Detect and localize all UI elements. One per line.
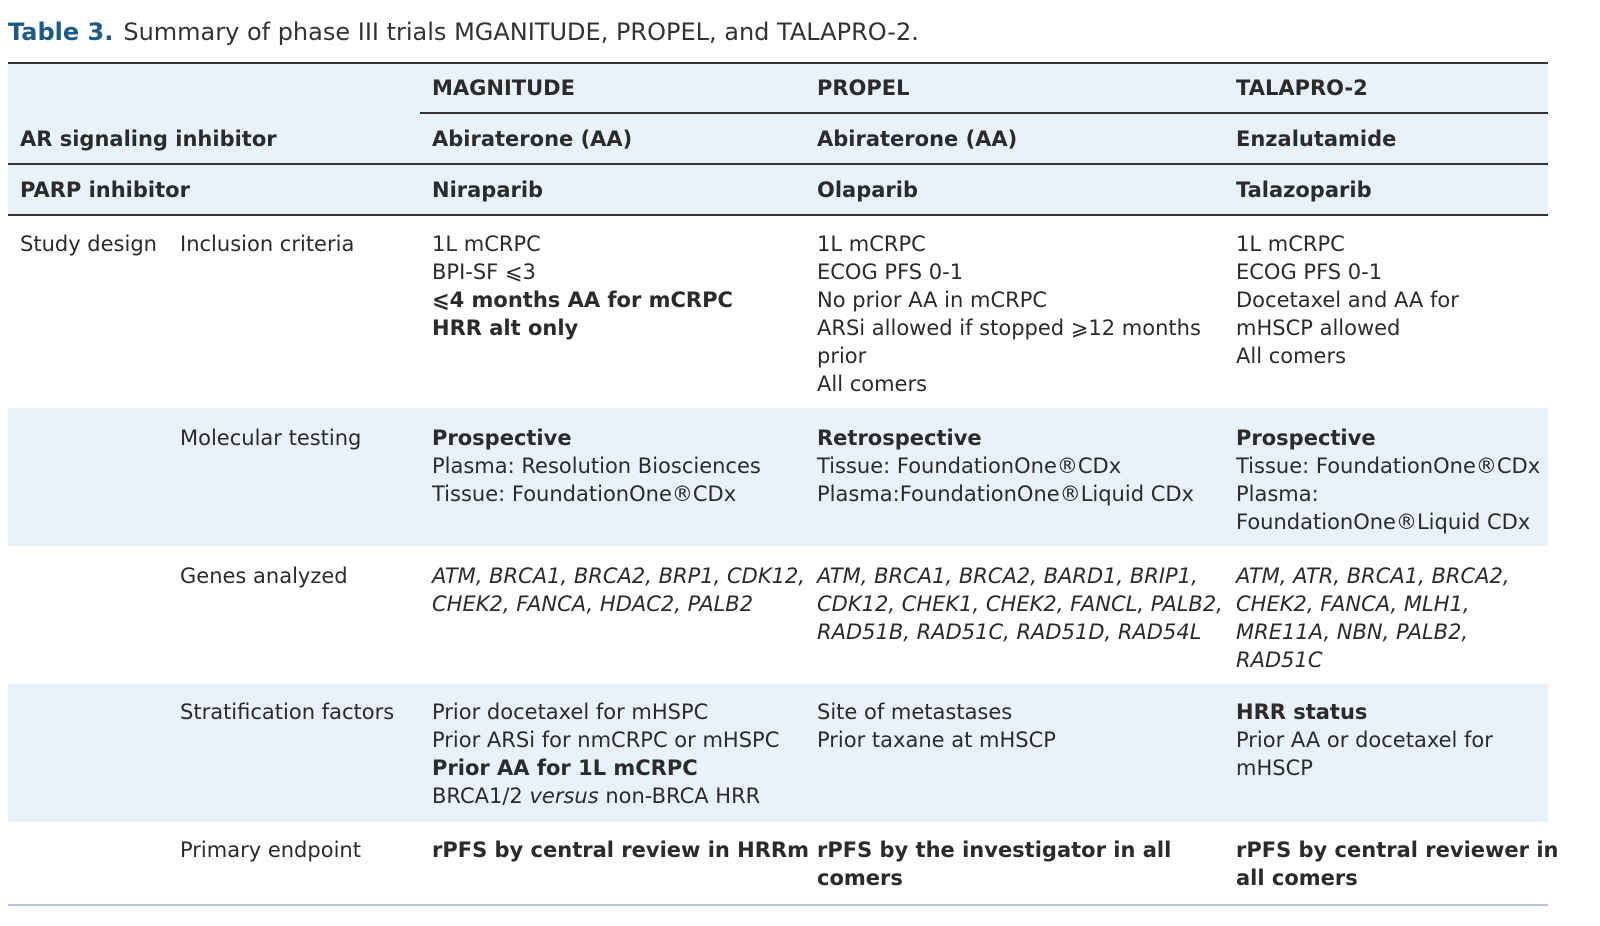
study-design-label: Study design	[20, 232, 157, 256]
molecular-magnitude-line: Plasma: Resolution Biosciences	[432, 454, 761, 478]
endpoint-magnitude	[432, 836, 809, 864]
stratification-talapro-line: mHSCP	[1236, 756, 1313, 780]
molecular-testing-label: Molecular testing	[180, 426, 362, 450]
inclusion-talapro-line: ECOG PFS 0-1	[1236, 260, 1383, 284]
table-row-stratification	[8, 684, 1548, 822]
header-trial-talapro: TALAPRO-2	[1236, 76, 1368, 100]
genes-talapro-line: MRE11A, NBN, PALB2,	[1236, 620, 1469, 644]
endpoint-talapro-line: all comers	[1236, 866, 1358, 890]
molecular-talapro-line: FoundationOne®Liquid CDx	[1236, 510, 1531, 534]
inclusion-propel	[817, 230, 1201, 398]
molecular-talapro-line: Prospective	[1236, 426, 1376, 450]
brca-text: BRCA1/2	[432, 784, 523, 808]
parp-value-magnitude: Niraparib	[432, 178, 544, 202]
molecular-magnitude	[432, 424, 761, 508]
table-caption	[8, 18, 919, 46]
inclusion-propel-line: prior	[817, 344, 867, 368]
molecular-propel	[817, 424, 1194, 508]
molecular-magnitude-line: Tissue: FoundationOne®CDx	[432, 482, 737, 506]
header-divider-2	[8, 163, 1548, 165]
inclusion-magnitude-line: 1L mCRPC	[432, 232, 541, 256]
stratification-propel-line: Prior taxane at mHSCP	[817, 728, 1056, 752]
header-trial-magnitude: MAGNITUDE	[432, 76, 575, 100]
molecular-talapro-line: Tissue: FoundationOne®CDx	[1236, 454, 1541, 478]
stratification-propel	[817, 698, 1056, 754]
inclusion-magnitude	[432, 230, 733, 342]
ar-inhibitor-label: AR signaling inhibitor	[20, 127, 277, 151]
genes-propel	[817, 562, 1223, 646]
genes-magnitude	[432, 562, 805, 618]
stratification-magnitude-line: Prior AA for 1L mCRPC	[432, 756, 698, 780]
table-top-rule	[8, 62, 1548, 64]
molecular-magnitude-line: Prospective	[432, 426, 572, 450]
endpoint-propel-line: rPFS by the investigator in all	[817, 838, 1172, 862]
ar-value-magnitude: Abiraterone (AA)	[432, 127, 633, 151]
molecular-propel-line: Plasma:FoundationOne®Liquid CDx	[817, 482, 1194, 506]
stratification-talapro-line: Prior AA or docetaxel for	[1236, 728, 1493, 752]
stratification-propel-line: Site of metastases	[817, 700, 1013, 724]
endpoint-propel	[817, 836, 1171, 892]
header-divider-1	[420, 112, 1548, 114]
molecular-propel-line: Tissue: FoundationOne®CDx	[817, 454, 1122, 478]
inclusion-magnitude-line: ⩽4 months AA for mCRPC	[432, 288, 733, 312]
genes-propel-line: RAD51B, RAD51C, RAD51D, RAD54L	[817, 620, 1202, 644]
versus-text: versus	[529, 784, 599, 808]
endpoint-talapro	[1236, 836, 1558, 892]
inclusion-propel-line: ARSi allowed if stopped ⩾12 months	[817, 316, 1201, 340]
inclusion-talapro-line: mHSCP allowed	[1236, 316, 1401, 340]
parp-inhibitor-label: PARP inhibitor	[20, 178, 190, 202]
table-row-molecular	[8, 408, 1548, 546]
inclusion-talapro-line: Docetaxel and AA for	[1236, 288, 1459, 312]
genes-propel-line: CDK12, CHEK1, CHEK2, FANCL, PALB2,	[817, 592, 1223, 616]
genes-talapro	[1236, 562, 1510, 674]
inclusion-criteria-label: Inclusion criteria	[180, 232, 355, 256]
table-row-inclusion	[8, 216, 1548, 408]
genes-magnitude-line: CHEK2, FANCA, HDAC2, PALB2	[432, 592, 754, 616]
parp-value-talapro: Talazoparib	[1236, 178, 1372, 202]
endpoint-talapro-line: rPFS by central reviewer in	[1236, 838, 1559, 862]
inclusion-talapro	[1236, 230, 1459, 370]
header-trial-propel: PROPEL	[817, 76, 910, 100]
table-row-endpoint	[8, 822, 1559, 904]
genes-propel-line: ATM, BRCA1, BRCA2, BARD1, BRIP1,	[817, 564, 1198, 588]
genes-analyzed-label: Genes analyzed	[180, 564, 348, 588]
inclusion-propel-line: ECOG PFS 0-1	[817, 260, 964, 284]
primary-endpoint-label: Primary endpoint	[180, 838, 361, 862]
table-label: Table 3.	[8, 18, 114, 46]
genes-talapro-line: ATM, ATR, BRCA1, BRCA2,	[1236, 564, 1510, 588]
inclusion-magnitude-line: BPI-SF ⩽3	[432, 260, 536, 284]
inclusion-talapro-line: 1L mCRPC	[1236, 232, 1345, 256]
endpoint-propel-line: comers	[817, 866, 903, 890]
stratification-talapro-line: HRR status	[1236, 700, 1368, 724]
table-row-genes	[8, 546, 1548, 684]
parp-value-propel: Olaparib	[817, 178, 919, 202]
inclusion-talapro-line: All comers	[1236, 344, 1347, 368]
table-bottom-edge	[8, 904, 1548, 906]
molecular-talapro	[1236, 424, 1540, 536]
table-title: Summary of phase III trials MGANITUDE, PROPEL, and TALAPRO-2.	[123, 18, 919, 46]
inclusion-propel-line: All comers	[817, 372, 928, 396]
molecular-talapro-line: Plasma:	[1236, 482, 1319, 506]
ar-value-talapro: Enzalutamide	[1236, 127, 1397, 151]
genes-magnitude-line: ATM, BRCA1, BRCA2, BRP1, CDK12,	[432, 564, 805, 588]
stratification-magnitude-line	[432, 782, 779, 810]
genes-talapro-line: RAD51C	[1236, 648, 1323, 672]
ar-value-propel: Abiraterone (AA)	[817, 127, 1018, 151]
stratification-magnitude-line: Prior ARSi for nmCRPC or mHSPC	[432, 728, 780, 752]
endpoint-magnitude-line: rPFS by central review in HRRm	[432, 838, 809, 862]
inclusion-magnitude-line: HRR alt only	[432, 316, 579, 340]
stratification-talapro	[1236, 698, 1493, 782]
non-brca-text: non-BRCA HRR	[605, 784, 761, 808]
stratification-factors-label: Stratification factors	[180, 700, 395, 724]
stratification-magnitude	[432, 698, 779, 810]
genes-talapro-line: CHEK2, FANCA, MLH1,	[1236, 592, 1470, 616]
molecular-propel-line: Retrospective	[817, 426, 982, 450]
inclusion-propel-line: 1L mCRPC	[817, 232, 926, 256]
inclusion-propel-line: No prior AA in mCRPC	[817, 288, 1048, 312]
stratification-magnitude-line: Prior docetaxel for mHSPC	[432, 700, 709, 724]
